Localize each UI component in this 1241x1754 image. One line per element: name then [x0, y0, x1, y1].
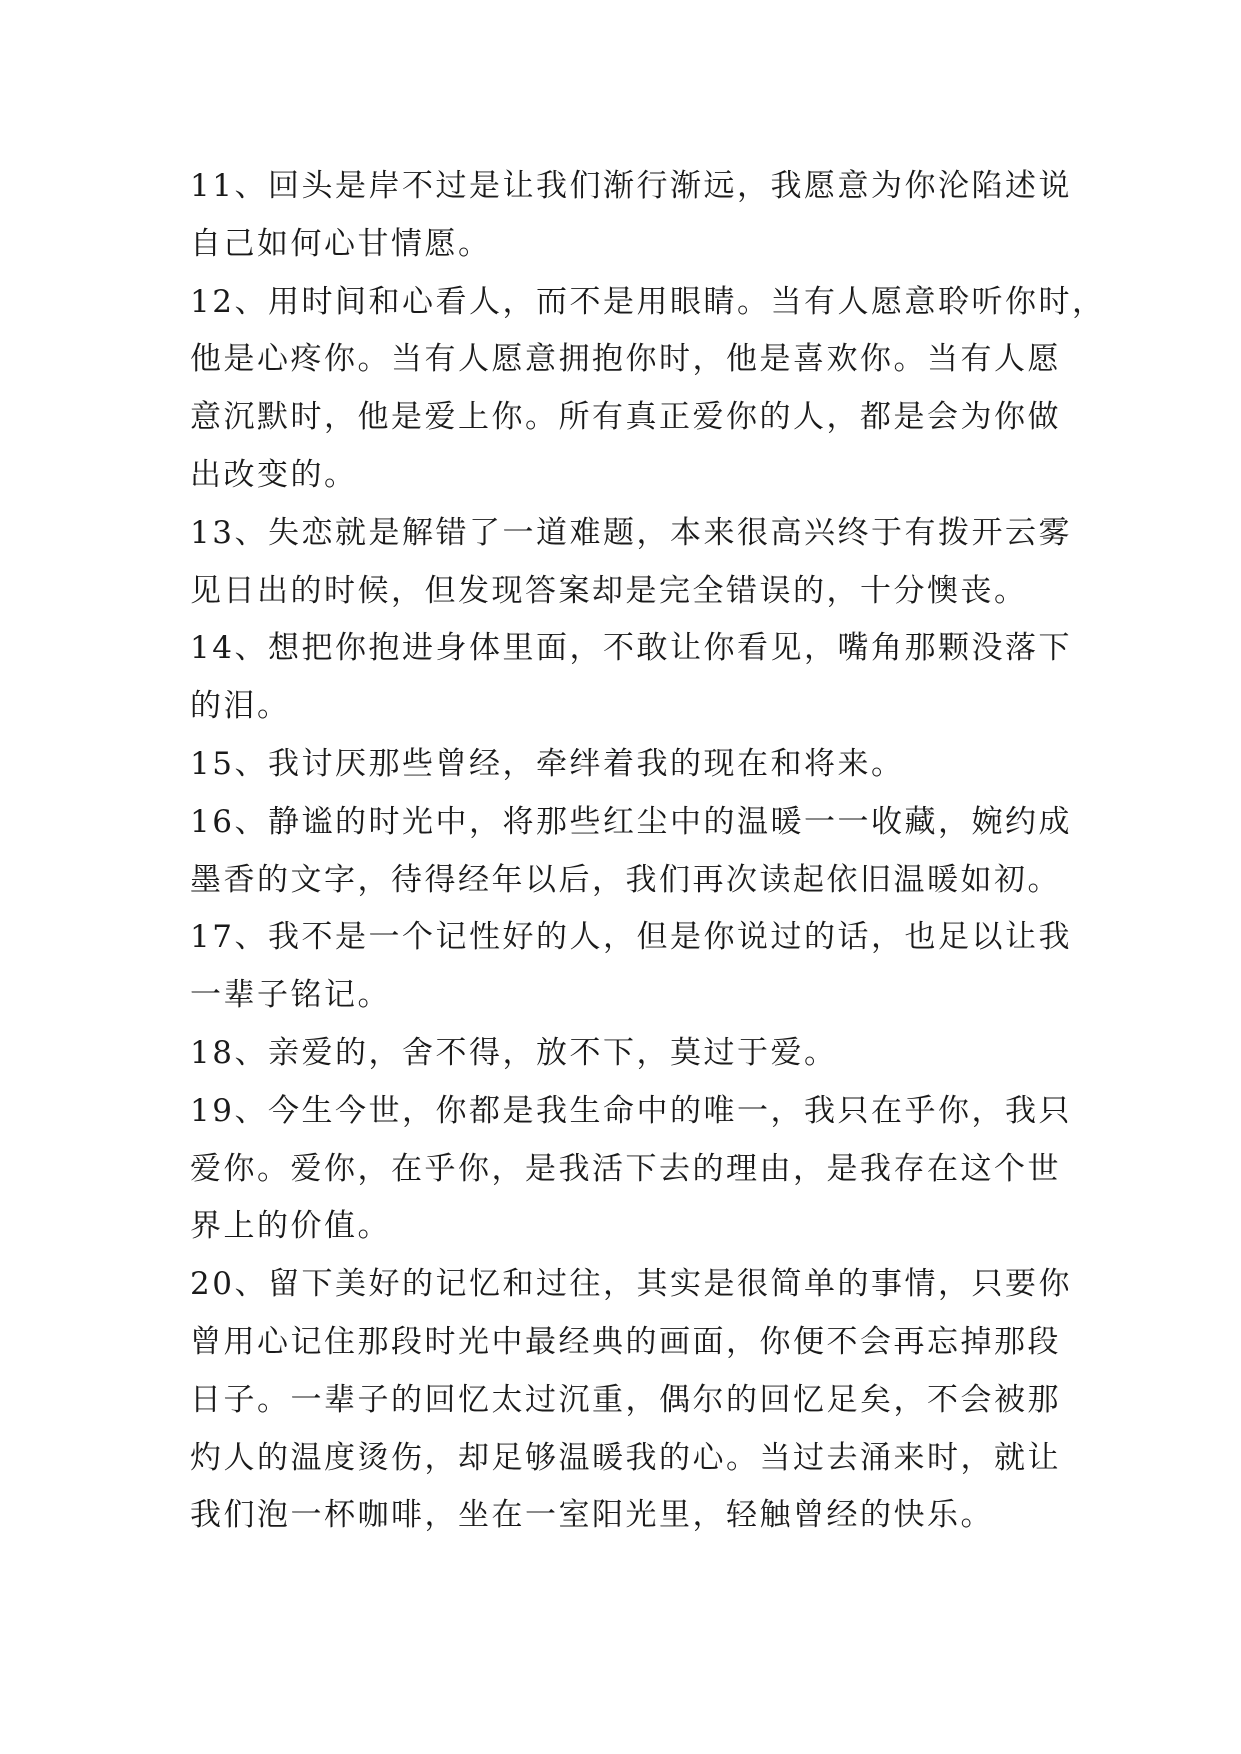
text-line: 17、我不是一个记性好的人，但是你说过的话，也足以让我: [190, 919, 1072, 956]
text-line: 15、我讨厌那些曾经，牵绊着我的现在和将来。: [190, 745, 905, 782]
text-line: 他是心疼你。当有人愿意拥抱你时，他是喜欢你。当有人愿: [190, 341, 1061, 378]
text-line: 一辈子铭记。: [190, 977, 391, 1014]
text-line: 19、今生今世，你都是我生命中的唯一，我只在乎你，我只: [190, 1092, 1072, 1129]
text-line: 出改变的。: [190, 456, 358, 493]
text-line: 墨香的文字，待得经年以后，我们再次读起依旧温暖如初。: [190, 861, 1061, 898]
text-line: 曾用心记住那段时光中最经典的画面，你便不会再忘掉那段: [190, 1323, 1061, 1360]
text-line: 自己如何心甘情愿。: [190, 225, 492, 262]
text-line: 我们泡一杯咖啡，坐在一室阳光里，轻触曾经的快乐。: [190, 1497, 994, 1534]
text-line: 灼人的温度烫伤，却足够温暖我的心。当过去涌来时，就让: [190, 1439, 1061, 1476]
text-line: 爱你。爱你，在乎你，是我活下去的理由，是我存在这个世: [190, 1150, 1061, 1187]
body-text: [190, 158, 1106, 1545]
text-line: 12、用时间和心看人，而不是用眼睛。当有人愿意聆听你时，: [190, 283, 1106, 320]
text-line: 16、静谧的时光中，将那些红尘中的温暖一一收藏，婉约成: [190, 803, 1072, 840]
text-line: 意沉默时，他是爱上你。所有真正爱你的人，都是会为你做: [190, 399, 1061, 436]
text-line: 18、亲爱的，舍不得，放不下，莫过于爱。: [190, 1034, 838, 1071]
text-line: 11、回头是岸不过是让我们渐行渐远，我愿意为你沦陷述说: [190, 168, 1072, 204]
text-line: 13、失恋就是解错了一道难题，本来很高兴终于有拨开云雾: [190, 514, 1072, 551]
text-line: 20、留下美好的记忆和过往，其实是很简单的事情，只要你: [190, 1266, 1072, 1303]
text-line: 14、想把你抱进身体里面，不敢让你看见，嘴角那颗没落下: [190, 630, 1072, 667]
text-line: 界上的价值。: [190, 1208, 391, 1245]
text-line: 日子。一辈子的回忆太过沉重，偶尔的回忆足矣，不会被那: [190, 1381, 1061, 1418]
text-line: 的泪。: [190, 688, 291, 725]
text-line: 见日出的时候，但发现答案却是完全错误的，十分懊丧。: [190, 572, 1028, 609]
